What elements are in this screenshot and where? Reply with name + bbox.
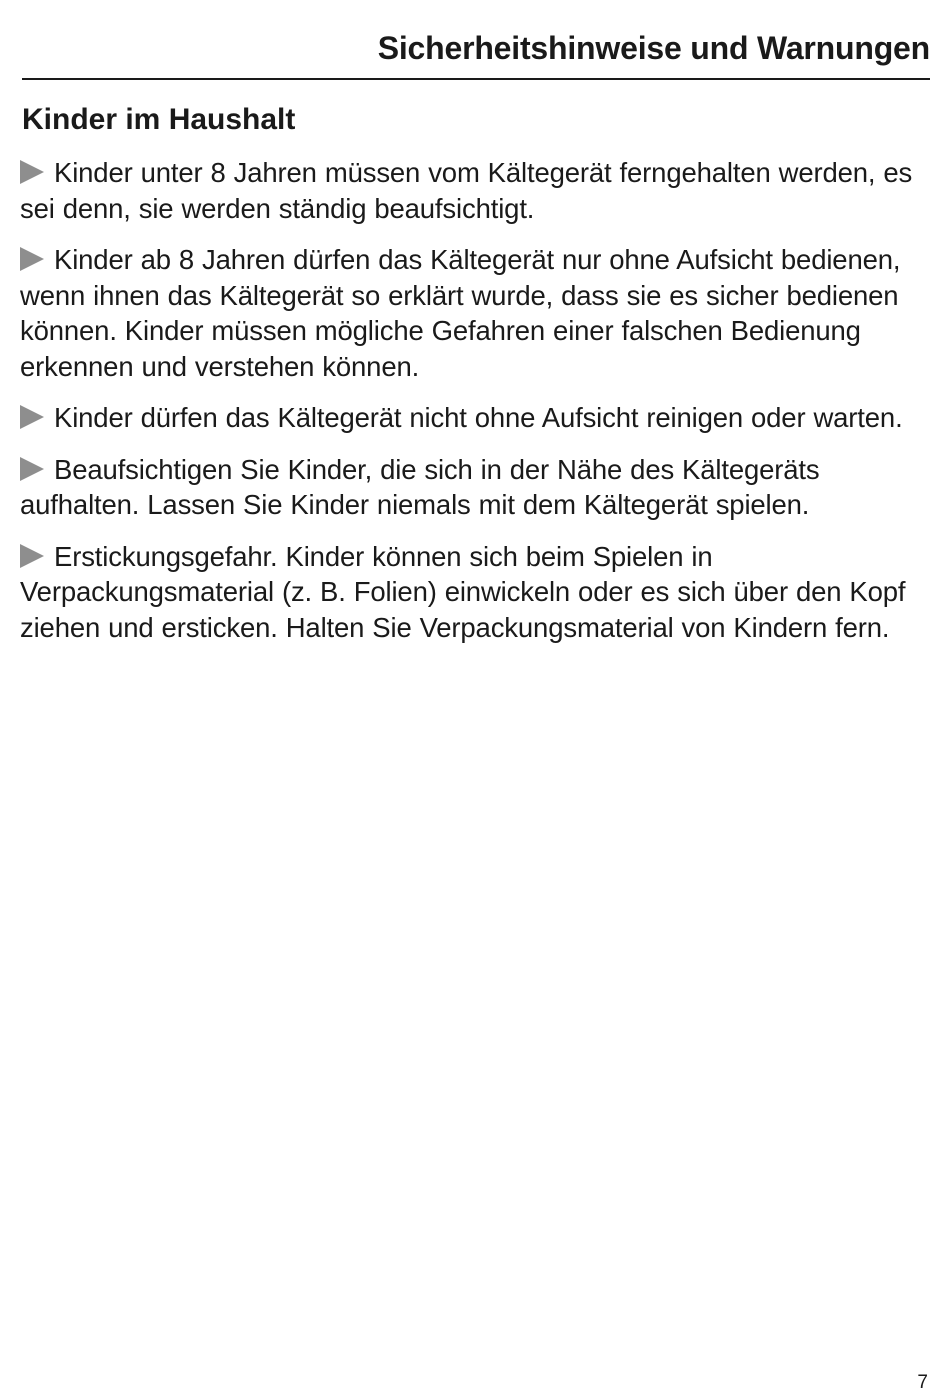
arrow-right-icon <box>20 457 44 481</box>
arrow-right-icon <box>20 160 44 184</box>
warning-item <box>20 155 932 226</box>
warning-text: Kinder dürfen das Kältegerät nicht ohne Aufsicht reinigen oder warten. <box>54 402 903 433</box>
warning-text: Kinder unter 8 Jahren müssen vom Kältegerät ferngehalten werden, es sei denn, sie werden ständig beaufsichtigt. <box>20 157 913 224</box>
chapter-title: Sicherheitshinweise und Warnungen <box>377 30 930 66</box>
arrow-right-icon <box>20 544 44 568</box>
page-header <box>22 28 930 80</box>
warning-item <box>20 452 932 523</box>
warning-text: Beaufsichtigen Sie Kinder, die sich in der Nähe des Kältegeräts aufhalten. Lassen Sie Kinder niemals mit dem Kältegerät spielen. <box>20 453 820 520</box>
page-number: 7 <box>917 1372 928 1393</box>
arrow-right-icon <box>20 405 44 429</box>
section-heading: Kinder im Haushalt <box>22 103 296 136</box>
warning-item <box>20 539 932 646</box>
warning-text: Erstickungsgefahr. Kinder können sich beim Spielen in Verpackungsmaterial (z. B. Folien) einwickeln oder es sich über den Kopf ziehen und ersticken. Halten Sie Verpackungsmaterial von Kindern fern. <box>20 540 906 643</box>
warning-text: Kinder ab 8 Jahren dürfen das Kältegerät nur ohne Aufsicht bedienen, wenn ihnen das Kältegerät so erklärt wurde, dass sie es sicher bedienen können. Kinder müssen mögliche Gefahren einer falschen Bedienung erkennen und verstehen können. <box>20 244 901 382</box>
warnings-list <box>20 155 932 661</box>
warning-item <box>20 242 932 384</box>
arrow-right-icon <box>20 247 44 271</box>
warning-item <box>20 400 932 436</box>
